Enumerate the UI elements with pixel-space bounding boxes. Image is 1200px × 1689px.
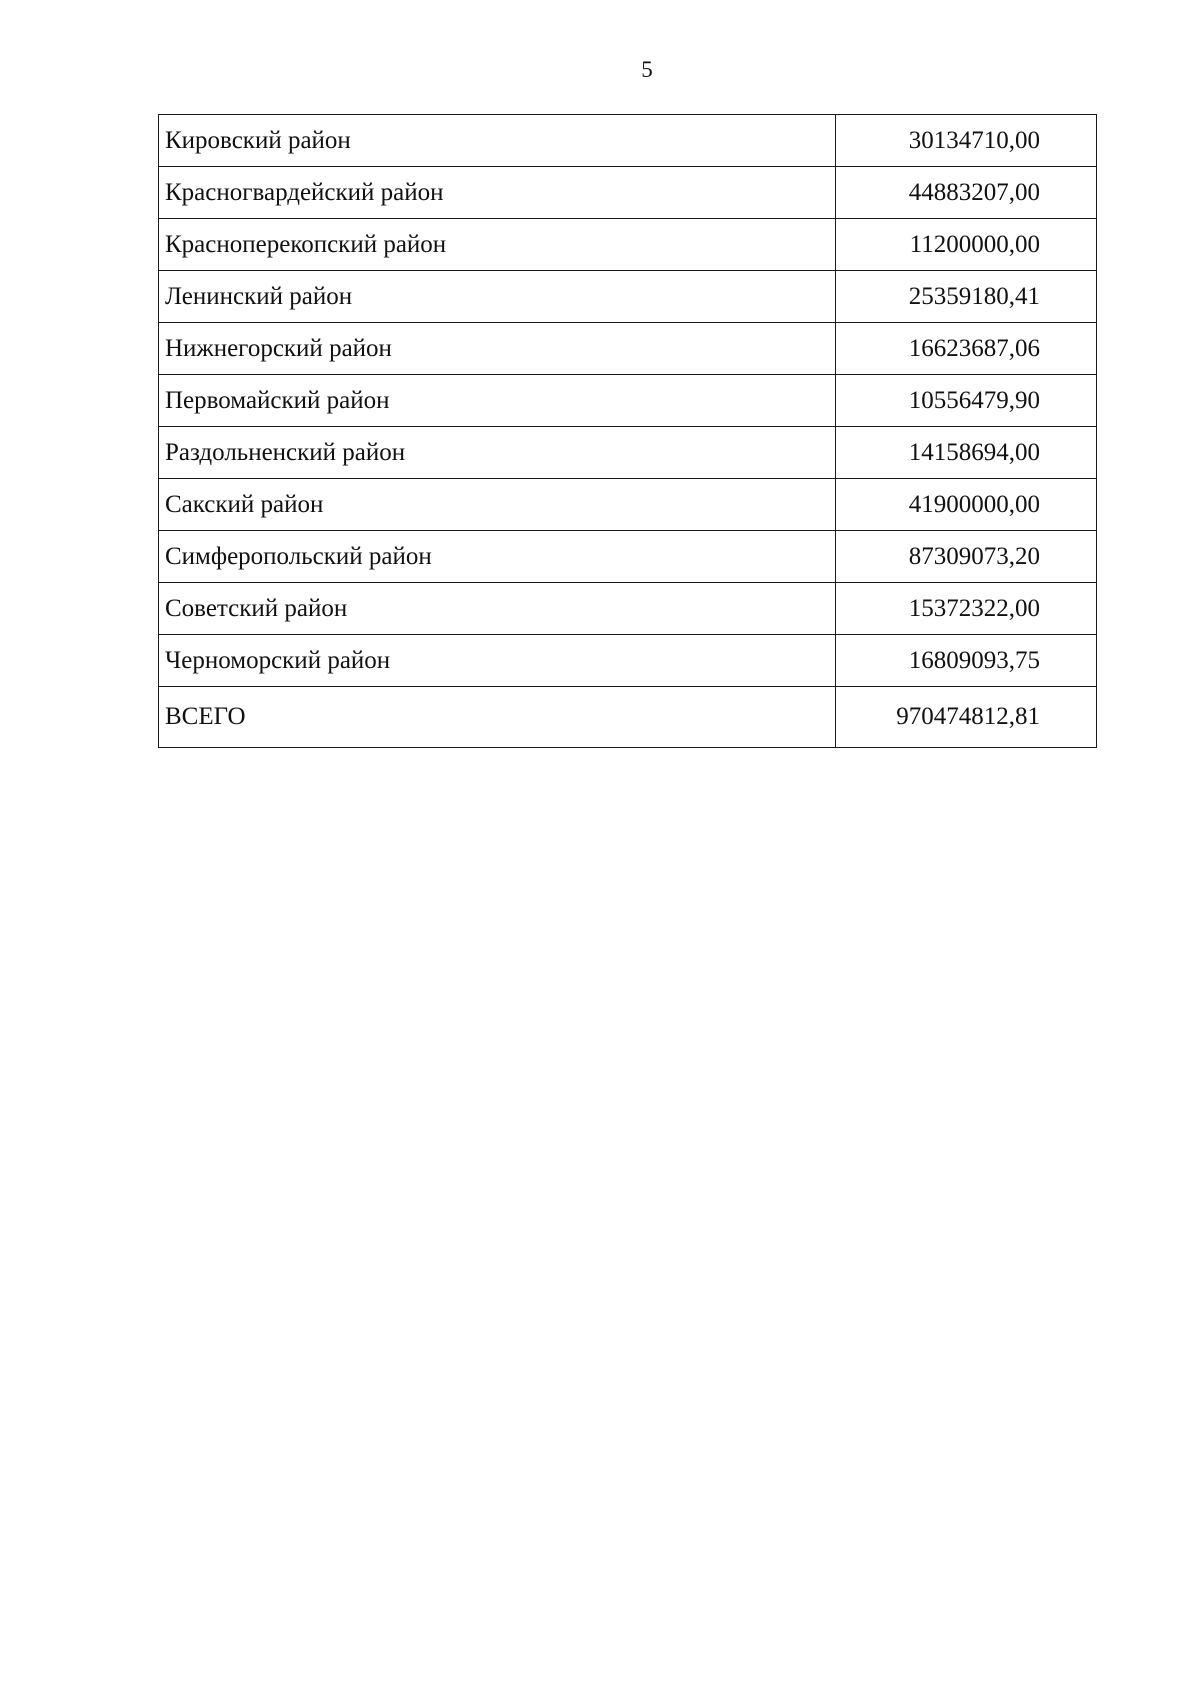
- district-name-cell: Нижнегорский район: [159, 323, 836, 375]
- district-name-cell: Черноморский район: [159, 635, 836, 687]
- amount-cell: 30134710,00: [836, 115, 1097, 167]
- district-name-cell: Сакский район: [159, 479, 836, 531]
- amount-cell: 44883207,00: [836, 167, 1097, 219]
- table-row: [159, 375, 1097, 427]
- district-name-cell: Ленинский район: [159, 271, 836, 323]
- amount-cell: 16623687,06: [836, 323, 1097, 375]
- district-funds-table: [158, 114, 1097, 748]
- table-row: [159, 219, 1097, 271]
- amount-cell: 87309073,20: [836, 531, 1097, 583]
- table-row: [159, 167, 1097, 219]
- total-label-cell: ВСЕГО: [159, 687, 836, 748]
- total-row: [159, 687, 1097, 748]
- amount-cell: 41900000,00: [836, 479, 1097, 531]
- district-name-cell: Советский район: [159, 583, 836, 635]
- district-name-cell: Симферопольский район: [159, 531, 836, 583]
- district-name-cell: Красногвардейский район: [159, 167, 836, 219]
- table-row: [159, 583, 1097, 635]
- amount-cell: 25359180,41: [836, 271, 1097, 323]
- amount-cell: 16809093,75: [836, 635, 1097, 687]
- total-amount-cell: 970474812,81: [836, 687, 1097, 748]
- table-row: [159, 115, 1097, 167]
- page-number: 5: [641, 57, 653, 82]
- table-row: [159, 531, 1097, 583]
- amount-cell: 10556479,90: [836, 375, 1097, 427]
- amount-cell: 15372322,00: [836, 583, 1097, 635]
- table-row: [159, 635, 1097, 687]
- district-name-cell: Первомайский район: [159, 375, 836, 427]
- table-row: [159, 271, 1097, 323]
- amount-cell: 11200000,00: [836, 219, 1097, 271]
- amount-cell: 14158694,00: [836, 427, 1097, 479]
- district-name-cell: Кировский район: [159, 115, 836, 167]
- table-row: [159, 427, 1097, 479]
- district-name-cell: Раздольненский район: [159, 427, 836, 479]
- district-name-cell: Красноперекопский район: [159, 219, 836, 271]
- table-row: [159, 323, 1097, 375]
- table-row: [159, 479, 1097, 531]
